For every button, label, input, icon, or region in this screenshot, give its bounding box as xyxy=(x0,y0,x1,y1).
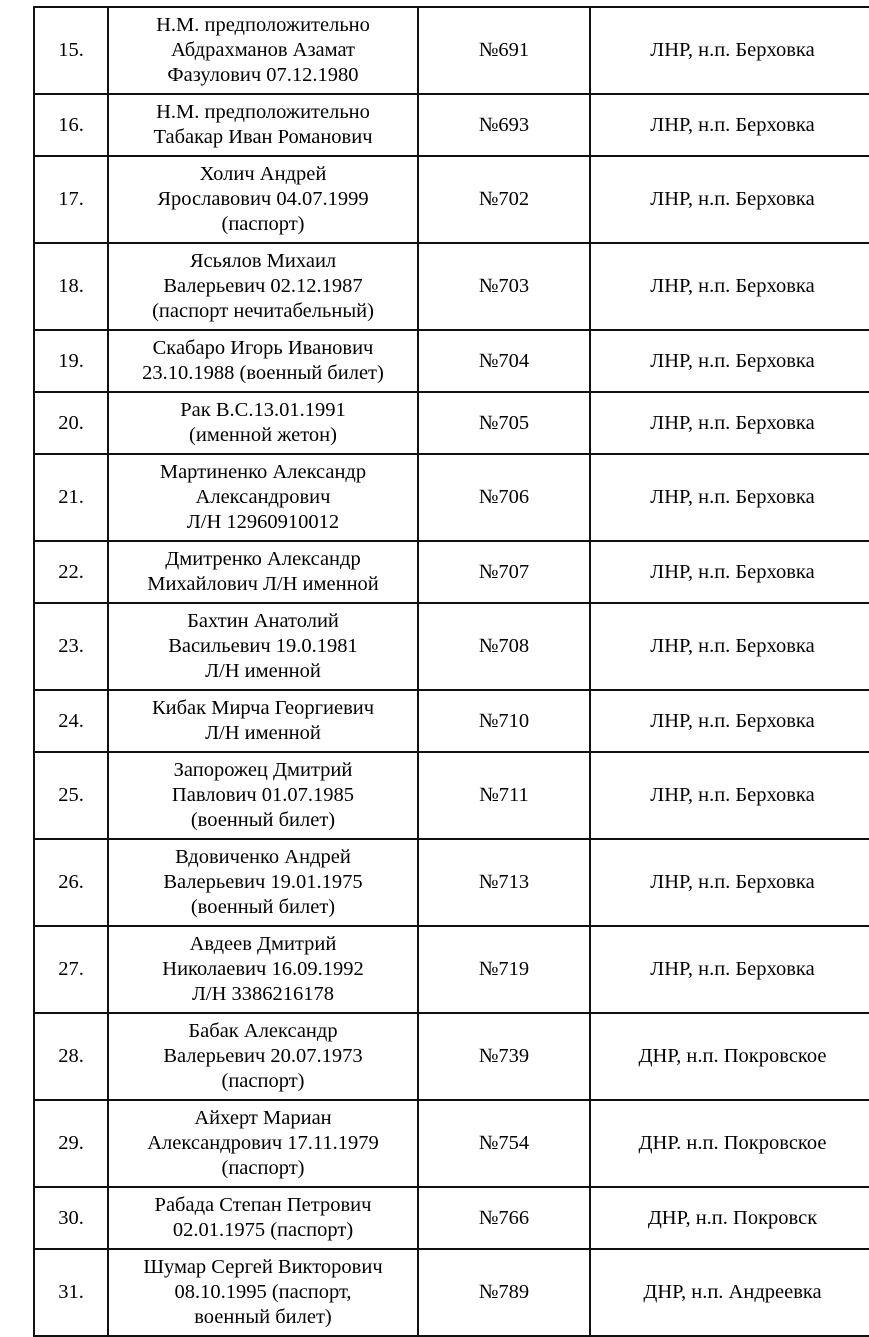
location-line: ЛНР, н.п. Берховка xyxy=(650,784,815,806)
person-details-line: Фазулович 07.12.1980 xyxy=(167,64,359,86)
person-details-line: Л/Н 12960910012 xyxy=(186,511,340,533)
person-details-line: Валерьевич 19.01.1975 xyxy=(163,871,363,893)
person-details-line: (именной жетон) xyxy=(189,424,337,446)
location-cell xyxy=(590,7,869,94)
row-number-cell: 25. xyxy=(34,752,108,839)
person-details-line: Запорожец Дмитрий xyxy=(173,759,353,781)
person-details-line: Александрович 17.11.1979 xyxy=(147,1132,379,1154)
person-details-cell xyxy=(108,752,418,839)
person-details-line: Васильевич 19.0.1981 xyxy=(168,635,358,657)
tag-number-cell: №704 xyxy=(418,330,590,392)
registry-table xyxy=(33,6,869,1337)
person-details-line: Вдовиченко Андрей xyxy=(175,846,351,868)
location-line: ЛНР, н.п. Берховка xyxy=(650,635,815,657)
person-details-cell xyxy=(108,454,418,541)
location-cell xyxy=(590,926,869,1013)
person-details-line: 08.10.1995 (паспорт, xyxy=(174,1281,352,1303)
location-line: ЛНР, н.п. Берховка xyxy=(650,411,815,434)
location-cell xyxy=(590,1187,869,1249)
row-number-cell: 20. xyxy=(34,392,108,454)
person-details-line: Л/Н именной xyxy=(205,660,321,682)
person-details-cell xyxy=(108,94,418,156)
location-line: ЛНР, н.п. Берховка xyxy=(650,709,815,732)
row-number-cell: 28. xyxy=(34,1013,108,1100)
tag-number-cell: №739 xyxy=(418,1013,590,1100)
person-details-line: Н.М. предположительно xyxy=(156,14,370,36)
person-details-cell xyxy=(108,1013,418,1100)
location-line: ДНР, н.п. Андреевка xyxy=(643,1281,822,1303)
table-row xyxy=(34,1249,869,1336)
location-cell xyxy=(590,690,869,752)
person-details-line: Александрович xyxy=(195,486,331,508)
table-row xyxy=(34,94,869,156)
person-details-cell xyxy=(108,926,418,1013)
tag-number-cell: №766 xyxy=(418,1187,590,1249)
table-row xyxy=(34,603,869,690)
table-row xyxy=(34,330,869,392)
person-details-line: 02.01.1975 (паспорт) xyxy=(172,1219,354,1241)
person-details-line: Бабак Александр xyxy=(188,1020,338,1042)
location-cell xyxy=(590,1013,869,1100)
location-line: ДНР, н.п. Покровское xyxy=(638,1045,827,1067)
table-row xyxy=(34,839,869,926)
row-number-cell: 15. xyxy=(34,7,108,94)
tag-number-cell: №707 xyxy=(418,541,590,603)
person-details-line: Бахтин Анатолий xyxy=(187,610,339,632)
tag-number-cell: №702 xyxy=(418,156,590,243)
tag-number-cell: №691 xyxy=(418,7,590,94)
person-details-line: Холич Андрей xyxy=(199,163,327,185)
location-cell xyxy=(590,1249,869,1336)
person-details-line: Скабаро Игорь Иванович xyxy=(152,337,374,359)
person-details-cell xyxy=(108,541,418,603)
person-details-line: военный билет) xyxy=(194,1306,332,1328)
person-details-cell xyxy=(108,1187,418,1249)
table-row xyxy=(34,690,869,752)
person-details-line: Рак В.С.13.01.1991 xyxy=(180,399,346,421)
person-details-cell xyxy=(108,156,418,243)
location-line: ЛНР, н.п. Берховка xyxy=(650,958,815,980)
row-number-cell: 23. xyxy=(34,603,108,690)
person-details-cell xyxy=(108,603,418,690)
location-line: ЛНР, н.п. Берховка xyxy=(650,113,815,136)
tag-number-cell: №703 xyxy=(418,243,590,330)
person-details-cell xyxy=(108,839,418,926)
person-details-cell xyxy=(108,690,418,752)
location-cell xyxy=(590,330,869,392)
person-details-line: Н.М. предположительно xyxy=(156,101,370,123)
location-line: ЛНР, н.п. Берховка xyxy=(650,349,815,372)
location-cell xyxy=(590,603,869,690)
person-details-line: (паспорт) xyxy=(221,213,305,235)
row-number-cell: 16. xyxy=(34,94,108,156)
person-details-line: 23.10.1988 (военный билет) xyxy=(142,362,384,384)
person-details-cell xyxy=(108,243,418,330)
tag-number-cell: №706 xyxy=(418,454,590,541)
location-cell xyxy=(590,839,869,926)
tag-number-cell: №719 xyxy=(418,926,590,1013)
table-row xyxy=(34,454,869,541)
location-line: ЛНР, н.п. Берховка xyxy=(650,275,815,297)
location-cell xyxy=(590,541,869,603)
person-details-line: (паспорт) xyxy=(221,1157,305,1179)
location-line: ЛНР, н.п. Берховка xyxy=(650,39,815,61)
tag-number-cell: №693 xyxy=(418,94,590,156)
person-details-line: Валерьевич 20.07.1973 xyxy=(163,1045,363,1067)
person-details-line: Валерьевич 02.12.1987 xyxy=(163,275,363,297)
location-cell xyxy=(590,243,869,330)
person-details-line: Шумар Сергей Викторович xyxy=(143,1256,383,1278)
location-line: ЛНР, н.п. Берховка xyxy=(650,560,815,583)
row-number-cell: 31. xyxy=(34,1249,108,1336)
location-cell xyxy=(590,392,869,454)
person-details-line: Николаевич 16.09.1992 xyxy=(162,958,364,980)
location-line: ЛНР, н.п. Берховка xyxy=(650,486,815,508)
person-details-line: (военный билет) xyxy=(190,809,336,831)
tag-number-cell: №711 xyxy=(418,752,590,839)
person-details-line: Павлович 01.07.1985 xyxy=(171,784,355,806)
person-details-line: Ярославович 04.07.1999 xyxy=(157,188,369,210)
person-details-line: Л/Н 3386216178 xyxy=(191,983,335,1005)
person-details-line: (военный билет) xyxy=(190,896,336,918)
person-details-line: Табакар Иван Романович xyxy=(153,126,373,148)
person-details-line: Айхерт Мариан xyxy=(194,1107,332,1129)
tag-number-cell: №754 xyxy=(418,1100,590,1187)
location-cell xyxy=(590,156,869,243)
person-details-line: (паспорт) xyxy=(221,1070,305,1092)
location-line: ЛНР, н.п. Берховка xyxy=(650,871,815,893)
table-row xyxy=(34,1187,869,1249)
row-number-cell: 26. xyxy=(34,839,108,926)
table-row xyxy=(34,1100,869,1187)
person-details-line: (паспорт нечитабельный) xyxy=(152,300,374,322)
tag-number-cell: №710 xyxy=(418,690,590,752)
person-details-line: Рабада Степан Петрович xyxy=(154,1194,372,1216)
row-number-cell: 17. xyxy=(34,156,108,243)
row-number-cell: 22. xyxy=(34,541,108,603)
person-details-line: Абдрахманов Азамат xyxy=(170,39,356,61)
table-row xyxy=(34,926,869,1013)
location-cell xyxy=(590,454,869,541)
tag-number-cell: №789 xyxy=(418,1249,590,1336)
location-line: ДНР, н.п. Покровск xyxy=(647,1206,818,1229)
row-number-cell: 24. xyxy=(34,690,108,752)
table-row xyxy=(34,243,869,330)
row-number-cell: 19. xyxy=(34,330,108,392)
table-row xyxy=(34,392,869,454)
row-number-cell: 30. xyxy=(34,1187,108,1249)
row-number-cell: 29. xyxy=(34,1100,108,1187)
table-row xyxy=(34,752,869,839)
location-line: ЛНР, н.п. Берховка xyxy=(650,188,815,210)
person-details-line: Авдеев Дмитрий xyxy=(189,933,337,955)
person-details-line: Михайлович Л/Н именной xyxy=(147,573,379,595)
tag-number-cell: №705 xyxy=(418,392,590,454)
person-details-line: Кибак Мирча Георгиевич xyxy=(151,697,375,719)
person-details-cell xyxy=(108,330,418,392)
tag-number-cell: №708 xyxy=(418,603,590,690)
person-details-cell xyxy=(108,1249,418,1336)
table-row xyxy=(34,7,869,94)
row-number-cell: 21. xyxy=(34,454,108,541)
person-details-cell xyxy=(108,7,418,94)
table-row xyxy=(34,156,869,243)
table-row xyxy=(34,541,869,603)
person-details-cell xyxy=(108,1100,418,1187)
table-row xyxy=(34,1013,869,1100)
person-details-cell xyxy=(108,392,418,454)
location-cell xyxy=(590,1100,869,1187)
row-number-cell: 18. xyxy=(34,243,108,330)
person-details-line: Ясьялов Михаил xyxy=(189,250,337,272)
row-number-cell: 27. xyxy=(34,926,108,1013)
location-cell xyxy=(590,94,869,156)
location-cell xyxy=(590,752,869,839)
registry-table-body xyxy=(34,7,869,1336)
person-details-line: Л/Н именной xyxy=(205,722,321,744)
location-line: ДНР. н.п. Покровское xyxy=(638,1132,827,1154)
tag-number-cell: №713 xyxy=(418,839,590,926)
person-details-line: Дмитренко Александр xyxy=(165,548,361,570)
person-details-line: Мартиненко Александр xyxy=(159,461,367,483)
